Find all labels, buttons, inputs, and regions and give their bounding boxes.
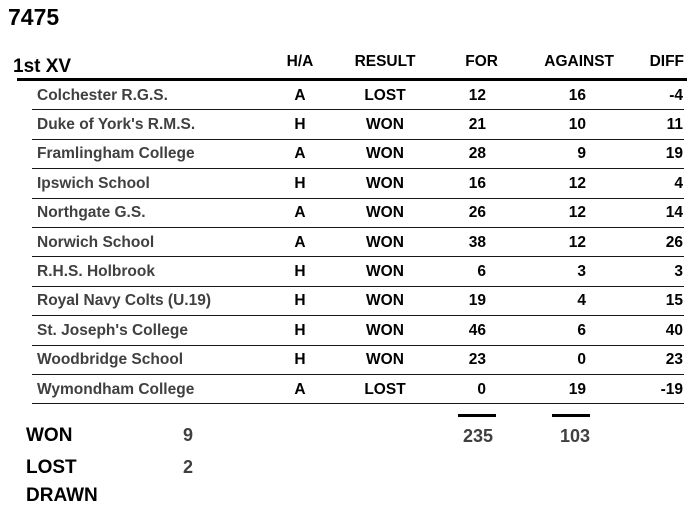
result-cell: WON bbox=[366, 145, 404, 163]
for-cell: 6 bbox=[477, 263, 486, 281]
summary-value-drawn bbox=[140, 485, 193, 507]
summary-row-won bbox=[0, 425, 280, 447]
opponent-cell: Woodbridge School bbox=[37, 351, 184, 369]
against-cell: 12 bbox=[568, 174, 586, 192]
ha-cell: A bbox=[294, 233, 306, 251]
section-title-cell bbox=[0, 56, 265, 78]
row-divider bbox=[32, 403, 684, 404]
opponent-cell: Royal Navy Colts (U.19) bbox=[37, 292, 211, 310]
opponent-cell: Norwich School bbox=[37, 233, 155, 251]
summary-row-drawn bbox=[0, 485, 280, 507]
table-row bbox=[0, 228, 699, 257]
opponent-cell: Colchester R.G.S. bbox=[37, 86, 168, 104]
table-row bbox=[0, 199, 699, 228]
summary-row-lost bbox=[0, 457, 280, 479]
against-cell: 16 bbox=[568, 86, 586, 104]
summary-label-lost: LOST bbox=[26, 457, 77, 478]
against-cell: 4 bbox=[577, 292, 586, 310]
ha-cell: A bbox=[294, 204, 306, 222]
total-rule-against bbox=[552, 414, 590, 417]
against-cell: 0 bbox=[577, 351, 586, 369]
for-cell: 12 bbox=[468, 86, 486, 104]
result-cell: WON bbox=[366, 233, 404, 251]
ha-cell: H bbox=[294, 263, 306, 281]
section-title: 1st XV bbox=[13, 56, 72, 77]
table-row bbox=[0, 287, 699, 316]
ha-cell: A bbox=[294, 145, 306, 163]
for-cell: 21 bbox=[468, 116, 486, 134]
column-header-result: RESULT bbox=[354, 53, 416, 70]
diff-cell: 11 bbox=[666, 116, 683, 134]
diff-cell: 23 bbox=[665, 351, 683, 369]
ha-cell: A bbox=[294, 86, 306, 104]
diff-cell: 40 bbox=[665, 321, 683, 339]
against-cell: 9 bbox=[577, 145, 586, 163]
table-row bbox=[0, 316, 699, 345]
opponent-cell: St. Joseph's College bbox=[37, 321, 188, 339]
diff-cell: 15 bbox=[665, 292, 683, 310]
against-cell: 6 bbox=[577, 321, 586, 339]
for-cell: 0 bbox=[477, 380, 486, 398]
opponent-cell: Ipswich School bbox=[37, 174, 150, 192]
diff-cell: -19 bbox=[660, 380, 683, 398]
against-cell: 19 bbox=[568, 380, 586, 398]
for-cell: 38 bbox=[468, 233, 486, 251]
summary-label-won: WON bbox=[26, 425, 73, 446]
table-row bbox=[0, 375, 699, 404]
result-cell: WON bbox=[366, 116, 404, 134]
results-rows bbox=[0, 81, 699, 404]
result-cell: WON bbox=[366, 292, 404, 310]
table-row bbox=[0, 346, 699, 375]
column-header-diff: DIFF bbox=[649, 53, 684, 70]
diff-cell: -4 bbox=[669, 86, 683, 104]
diff-cell: 26 bbox=[665, 233, 683, 251]
ha-cell: H bbox=[294, 116, 306, 134]
for-cell: 19 bbox=[468, 292, 486, 310]
column-header-against: AGAINST bbox=[544, 53, 614, 70]
diff-cell: 14 bbox=[665, 204, 683, 222]
ha-cell: H bbox=[294, 292, 306, 310]
summary-label-drawn: DRAWN bbox=[26, 485, 98, 506]
opponent-cell: Duke of York's R.M.S. bbox=[37, 116, 196, 134]
table-header-row bbox=[0, 40, 699, 78]
against-cell: 10 bbox=[568, 116, 586, 134]
for-cell: 23 bbox=[468, 351, 486, 369]
against-cell: 12 bbox=[568, 233, 586, 251]
diff-cell: 4 bbox=[674, 174, 683, 192]
result-cell: WON bbox=[366, 351, 404, 369]
result-cell: LOST bbox=[364, 86, 406, 104]
column-header-ha: H/A bbox=[286, 53, 314, 70]
result-cell: WON bbox=[366, 321, 404, 339]
for-cell: 26 bbox=[468, 204, 486, 222]
result-cell: WON bbox=[366, 174, 404, 192]
result-cell: WON bbox=[366, 263, 404, 281]
table-row bbox=[0, 169, 699, 198]
for-cell: 46 bbox=[468, 321, 486, 339]
column-header-for: FOR bbox=[465, 53, 498, 70]
opponent-cell: Northgate G.S. bbox=[37, 204, 146, 222]
summary-value-won: 9 bbox=[182, 425, 193, 445]
opponent-cell: Wymondham College bbox=[37, 380, 195, 398]
diff-cell: 3 bbox=[674, 263, 683, 281]
total-against: 103 bbox=[559, 426, 590, 446]
opponent-cell: R.H.S. Holbrook bbox=[37, 263, 155, 281]
ha-cell: H bbox=[294, 351, 306, 369]
workbook-title: 7475 bbox=[8, 4, 60, 30]
table-row bbox=[0, 257, 699, 286]
for-cell: 16 bbox=[468, 174, 486, 192]
opponent-cell: Framlingham College bbox=[37, 145, 195, 163]
against-cell: 3 bbox=[577, 263, 586, 281]
table-row bbox=[0, 110, 699, 139]
total-for: 235 bbox=[462, 426, 493, 446]
table-row bbox=[0, 140, 699, 169]
ha-cell: H bbox=[294, 174, 306, 192]
diff-cell: 19 bbox=[665, 145, 683, 163]
total-rule-for bbox=[458, 414, 496, 417]
for-cell: 28 bbox=[468, 145, 486, 163]
summary-value-lost: 2 bbox=[182, 457, 193, 477]
ha-cell: A bbox=[294, 380, 306, 398]
table-row bbox=[0, 81, 699, 110]
result-cell: WON bbox=[366, 204, 404, 222]
result-cell: LOST bbox=[364, 380, 406, 398]
ha-cell: H bbox=[294, 321, 306, 339]
against-cell: 12 bbox=[568, 204, 586, 222]
